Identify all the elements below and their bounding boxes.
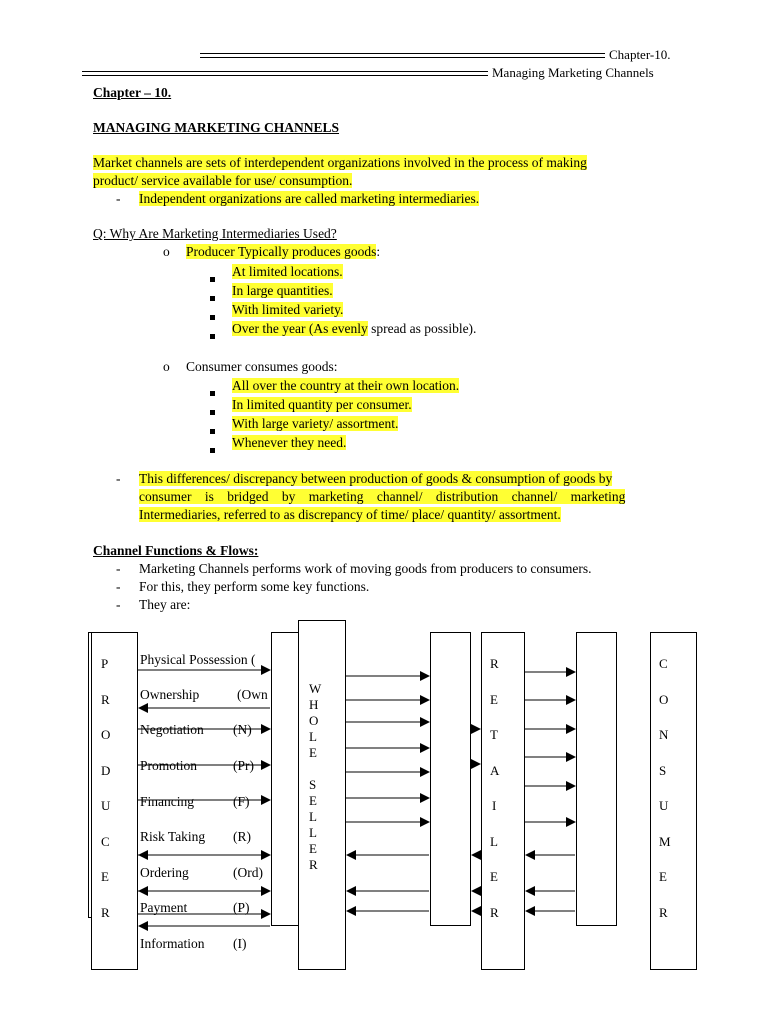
producer-item: At limited locations. bbox=[232, 264, 343, 279]
producer-letter: E bbox=[101, 869, 109, 884]
header-rule bbox=[82, 71, 488, 72]
consumer-label: Consumer consumes goods: bbox=[186, 359, 338, 374]
circle-bullet: o bbox=[163, 359, 170, 374]
producer-item: Over the year (As evenly spread as possible). bbox=[232, 321, 477, 336]
flow-label: Payment bbox=[140, 900, 188, 915]
consumer-letter: S bbox=[659, 763, 667, 778]
consumer-letter: R bbox=[659, 905, 668, 920]
consumer-item: In limited quantity per consumer. bbox=[232, 397, 412, 412]
flow-abbr: (P) bbox=[233, 900, 250, 915]
wholeseller-inner-box bbox=[271, 632, 299, 926]
consumer-item: Whenever they need. bbox=[232, 435, 347, 450]
retailer-letter: T bbox=[490, 727, 498, 742]
wholeseller-letter: S bbox=[309, 777, 317, 792]
producer-item: With limited variety. bbox=[232, 302, 344, 317]
producer-letter: D bbox=[101, 763, 111, 778]
consumer-letter: C bbox=[659, 656, 668, 671]
wholeseller-letter: L bbox=[309, 809, 317, 824]
dash-bullet: - bbox=[116, 579, 121, 594]
square-bullet bbox=[210, 327, 215, 343]
wholeseller-letter: E bbox=[309, 841, 317, 856]
wholeseller-letter: L bbox=[309, 825, 317, 840]
channel-point: Marketing Channels performs work of moving goods from producers to consumers. bbox=[139, 561, 592, 576]
page-title: MANAGING MARKETING CHANNELS bbox=[93, 120, 340, 135]
consumer-letter: M bbox=[659, 834, 671, 849]
dash-bullet: - bbox=[116, 561, 121, 576]
producer-letter: O bbox=[101, 727, 111, 742]
producer-label: Producer Typically produces goods: bbox=[186, 244, 381, 259]
flow-abbr: (Pr) bbox=[233, 758, 254, 773]
producer-box bbox=[91, 632, 138, 970]
flow-label: Promotion bbox=[140, 758, 198, 773]
square-bullet bbox=[210, 441, 215, 457]
consumer-letter: E bbox=[659, 869, 667, 884]
flow-abbr: (F) bbox=[233, 794, 250, 809]
flow-label: Negotiation bbox=[140, 722, 204, 737]
consumer-letter: U bbox=[659, 798, 669, 813]
retailer-box bbox=[481, 632, 525, 970]
dash-bullet: - bbox=[116, 191, 121, 206]
flow-abbr: (Ord) bbox=[233, 865, 263, 880]
flow-abbr: (N) bbox=[233, 722, 252, 737]
wholeseller-letter: E bbox=[309, 745, 317, 760]
discrepancy-line-3: Intermediaries, referred to as discrepancy of time/ place/ quantity/ assortment. bbox=[139, 507, 561, 522]
wholeseller-letter: E bbox=[309, 793, 317, 808]
wholeseller-letter: O bbox=[309, 713, 319, 728]
square-bullet bbox=[210, 289, 215, 305]
consumer-letter: O bbox=[659, 692, 669, 707]
retailer-letter: E bbox=[490, 692, 498, 707]
intro-definition-1: Market channels are sets of interdependent organizations involved in the process of making bbox=[93, 155, 587, 170]
channel-point: For this, they perform some key functions. bbox=[139, 579, 370, 594]
question-heading: Q: Why Are Marketing Intermediaries Used? bbox=[93, 226, 337, 241]
producer-letter: U bbox=[101, 798, 111, 813]
circle-bullet: o bbox=[163, 244, 170, 259]
producer-letter: P bbox=[101, 656, 109, 671]
header-rule bbox=[82, 75, 488, 76]
retailer-letter: E bbox=[490, 869, 498, 884]
discrepancy-line-2: consumer is bridged by marketing channel/ distribution channel/ marketing bbox=[139, 489, 626, 504]
chapter-label: Chapter – 10. bbox=[93, 85, 172, 100]
retailer-consumer-box bbox=[576, 632, 617, 926]
wholeseller-letter: R bbox=[309, 857, 318, 872]
dash-bullet: - bbox=[116, 597, 121, 612]
square-bullet bbox=[210, 308, 215, 324]
header-rule bbox=[200, 57, 605, 58]
consumer-letter: N bbox=[659, 727, 669, 742]
channel-point: They are: bbox=[139, 597, 191, 612]
wholeseller-letter: H bbox=[309, 697, 319, 712]
square-bullet bbox=[210, 403, 215, 419]
consumer-item: With large variety/ assortment. bbox=[232, 416, 399, 431]
intro-dash-point: Independent organizations are called marketing intermediaries. bbox=[139, 191, 480, 206]
intro-definition-2: product/ service available for use/ consumption. bbox=[93, 173, 353, 188]
wholeseller-box bbox=[298, 620, 346, 970]
wholeseller-letter: L bbox=[309, 729, 317, 744]
square-bullet bbox=[210, 270, 215, 286]
flow-label: Ownership bbox=[140, 687, 200, 702]
retailer-letter: L bbox=[490, 834, 498, 849]
retailer-letter: R bbox=[490, 905, 499, 920]
flow-abbr: (I) bbox=[233, 936, 247, 951]
producer-letter: C bbox=[101, 834, 110, 849]
flow-label: Information bbox=[140, 936, 205, 951]
retailer-letter: I bbox=[492, 798, 497, 813]
flow-label: Risk Taking bbox=[140, 829, 206, 844]
retailer-letter: A bbox=[490, 763, 500, 778]
flow-abbr: (Own bbox=[237, 687, 268, 702]
producer-letter: R bbox=[101, 692, 110, 707]
wholeseller-retailer-box bbox=[430, 632, 471, 926]
channel-functions-heading: Channel Functions & Flows: bbox=[93, 543, 259, 558]
producer-item: In large quantities. bbox=[232, 283, 333, 298]
producer-letter: R bbox=[101, 905, 110, 920]
header-title: Managing Marketing Channels bbox=[492, 65, 654, 80]
consumer-box bbox=[650, 632, 697, 970]
square-bullet bbox=[210, 384, 215, 400]
flow-label: Ordering bbox=[140, 865, 189, 880]
flow-label: Financing bbox=[140, 794, 194, 809]
header-chapter: Chapter-10. bbox=[609, 47, 671, 62]
square-bullet bbox=[210, 422, 215, 438]
wholeseller-letter: W bbox=[309, 681, 322, 696]
dash-bullet: - bbox=[116, 471, 121, 486]
discrepancy-line-1: This differences/ discrepancy between production of goods & consumption of goods by bbox=[139, 471, 613, 486]
retailer-letter: R bbox=[490, 656, 499, 671]
consumer-item: All over the country at their own location. bbox=[232, 378, 460, 393]
flow-abbr: (R) bbox=[233, 829, 251, 844]
header-rule bbox=[200, 53, 605, 54]
flow-label: Physical Possession ( bbox=[140, 652, 256, 667]
